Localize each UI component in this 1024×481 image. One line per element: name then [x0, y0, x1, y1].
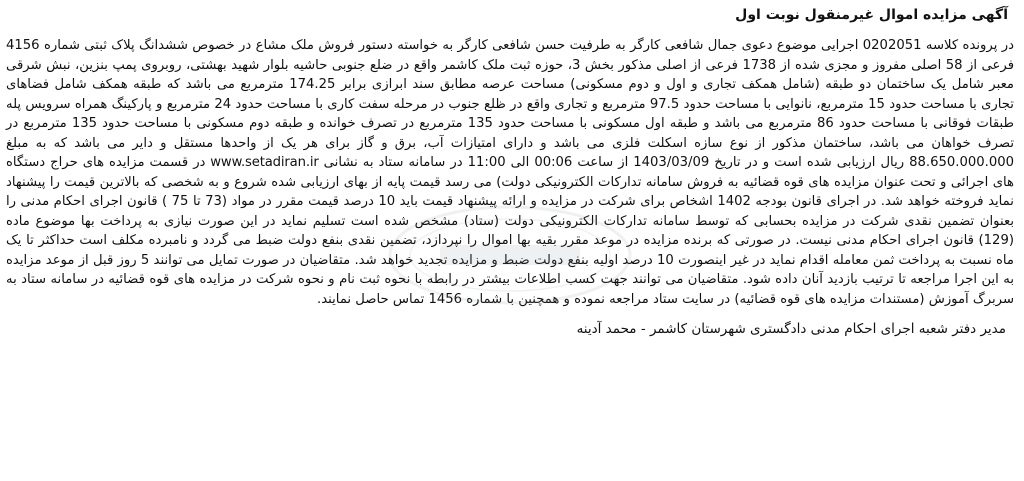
- notice-title: آگهی مزایده اموال غیرمنقول نوبت اول: [735, 7, 1008, 23]
- notice-body: در پرونده کلاسه 0202051 اجرایی موضوع دعوی جمال شافعی کارگر به طرفیت حسن شافعی کارگر به خواسته دستور فروش ملک مشاع در خصوص ششدانگ پلاک ثبتی شماره 4156 فرعی از 58 اصلی مفروز و مجزی شده از 1738 فرعی از اصلی مذکور بخش 3، حوزه ثبت ملک کاشمر واقع در ضلع جنوبی حاشیه بلوار شهید بهشتی، روبروی پمپ بنزین، نبش شرقی معبر شامل یک ساختمان دو طبقه (شامل همکف تجاری و اول و دوم مسکونی) مساحت عرصه مطابق سند ابرازی برابر 174.25 مترمربع می باشد که طبقه همکف شامل فضاهای تجاری با مساحت حدود 15 مترمربع، نانوایی با مساحت حدود 97.5 مترمربع و تجاری واقع در ظلع جنوب در مرحله سفت کاری با مساحت حدود 24 مترمربع و پارکینگ همراه سرویس پله طبقات فوقانی با مساحت حدود 86 مترمربع می باشد و طبقه اول مسکونی با مساحت حدود 135 مترمربع در تصرف خوانده و طبقه دوم مسکونی با مساحت حدود 135 مترمربع در تصرف خواهان می باشد، ساختمان مذکور از نوع سازه اسکلت فلزی می باشد و دارای امتیازات آب، برق و گاز برای هر یک از واحدها مستقل و دایر می باشد که به مبلغ 88.650.000.000 ریال ارزیابی شده است و در تاریخ 1403/03/09 از ساعت 00:06 الی 11:00 در سامانه ستاد به نشانی www.setadiran.ir در قسمت مزایده های حراج دستگاه های اجرائی و تحت عنوان مزایده های قوه قضائیه به فروش سامانه تدارکات الکترونیکی دولت) می رسد قیمت پایه از بهای ارزیابی شده شروع و به شخصی که بالاترین قیمت را پیشنهاد نماید فروخته خواهد شد. در اجرای قانون بودجه 1402 اشخاص برای شرکت در مزایده و ارائه پیشنهاد قیمت باید 10 درصد قیمت مقرر در مواد (73 تا 75 ) قانون اجرای احکام مدنی را بعنوان تضمین نقدی شرکت در مزایده بحسابی که توسط سامانه تدارکات الکترونیکی دولت (ستاد) مشخص شده است تسلیم نماید در این صورت نیازی به پرداخت بها موضوع ماده (129) قانون اجرای احکام مدنی نیست. در صورتی که برنده مزایده در موعد مقرر بقیه بها اموال را نپردازد، تضمین نقدی بنفع دولت ضبط می گردد و نامبرده مکلف است حداکثر تا یک ماه نسبت به پرداخت ثمن معامله اقدام نماید در غیر اینصورت 10 درصد اولیه بنفع دولت ضبط و مزایده تجدید خواهد شد. متقاضیان در صورت تمایل می توانند 5 روز قبل از موعد مزایده به این اجرا مراجعه تا ترتیب بازدید آنان داده شود. متقاضیان می توانند جهت کسب اطلاعات بیشتر در رابطه با نحوه ثبت نام و نحوه شرکت در مزایده های قوه قضائیه در سامانه ستاد به سربرگ آموزش (مستندات مزایده های قوه قضائیه) در سایت ستاد مراجعه نموده و همچنین با شماره 1456 تماس حاصل نمایند.: [6, 38, 1014, 307]
- auction-notice: [6, 4, 1014, 476]
- notice-signature: مدیر دفتر شعبه اجرای احکام مدنی دادگستری شهرستان کاشمر - محمد آدینه: [576, 321, 1006, 337]
